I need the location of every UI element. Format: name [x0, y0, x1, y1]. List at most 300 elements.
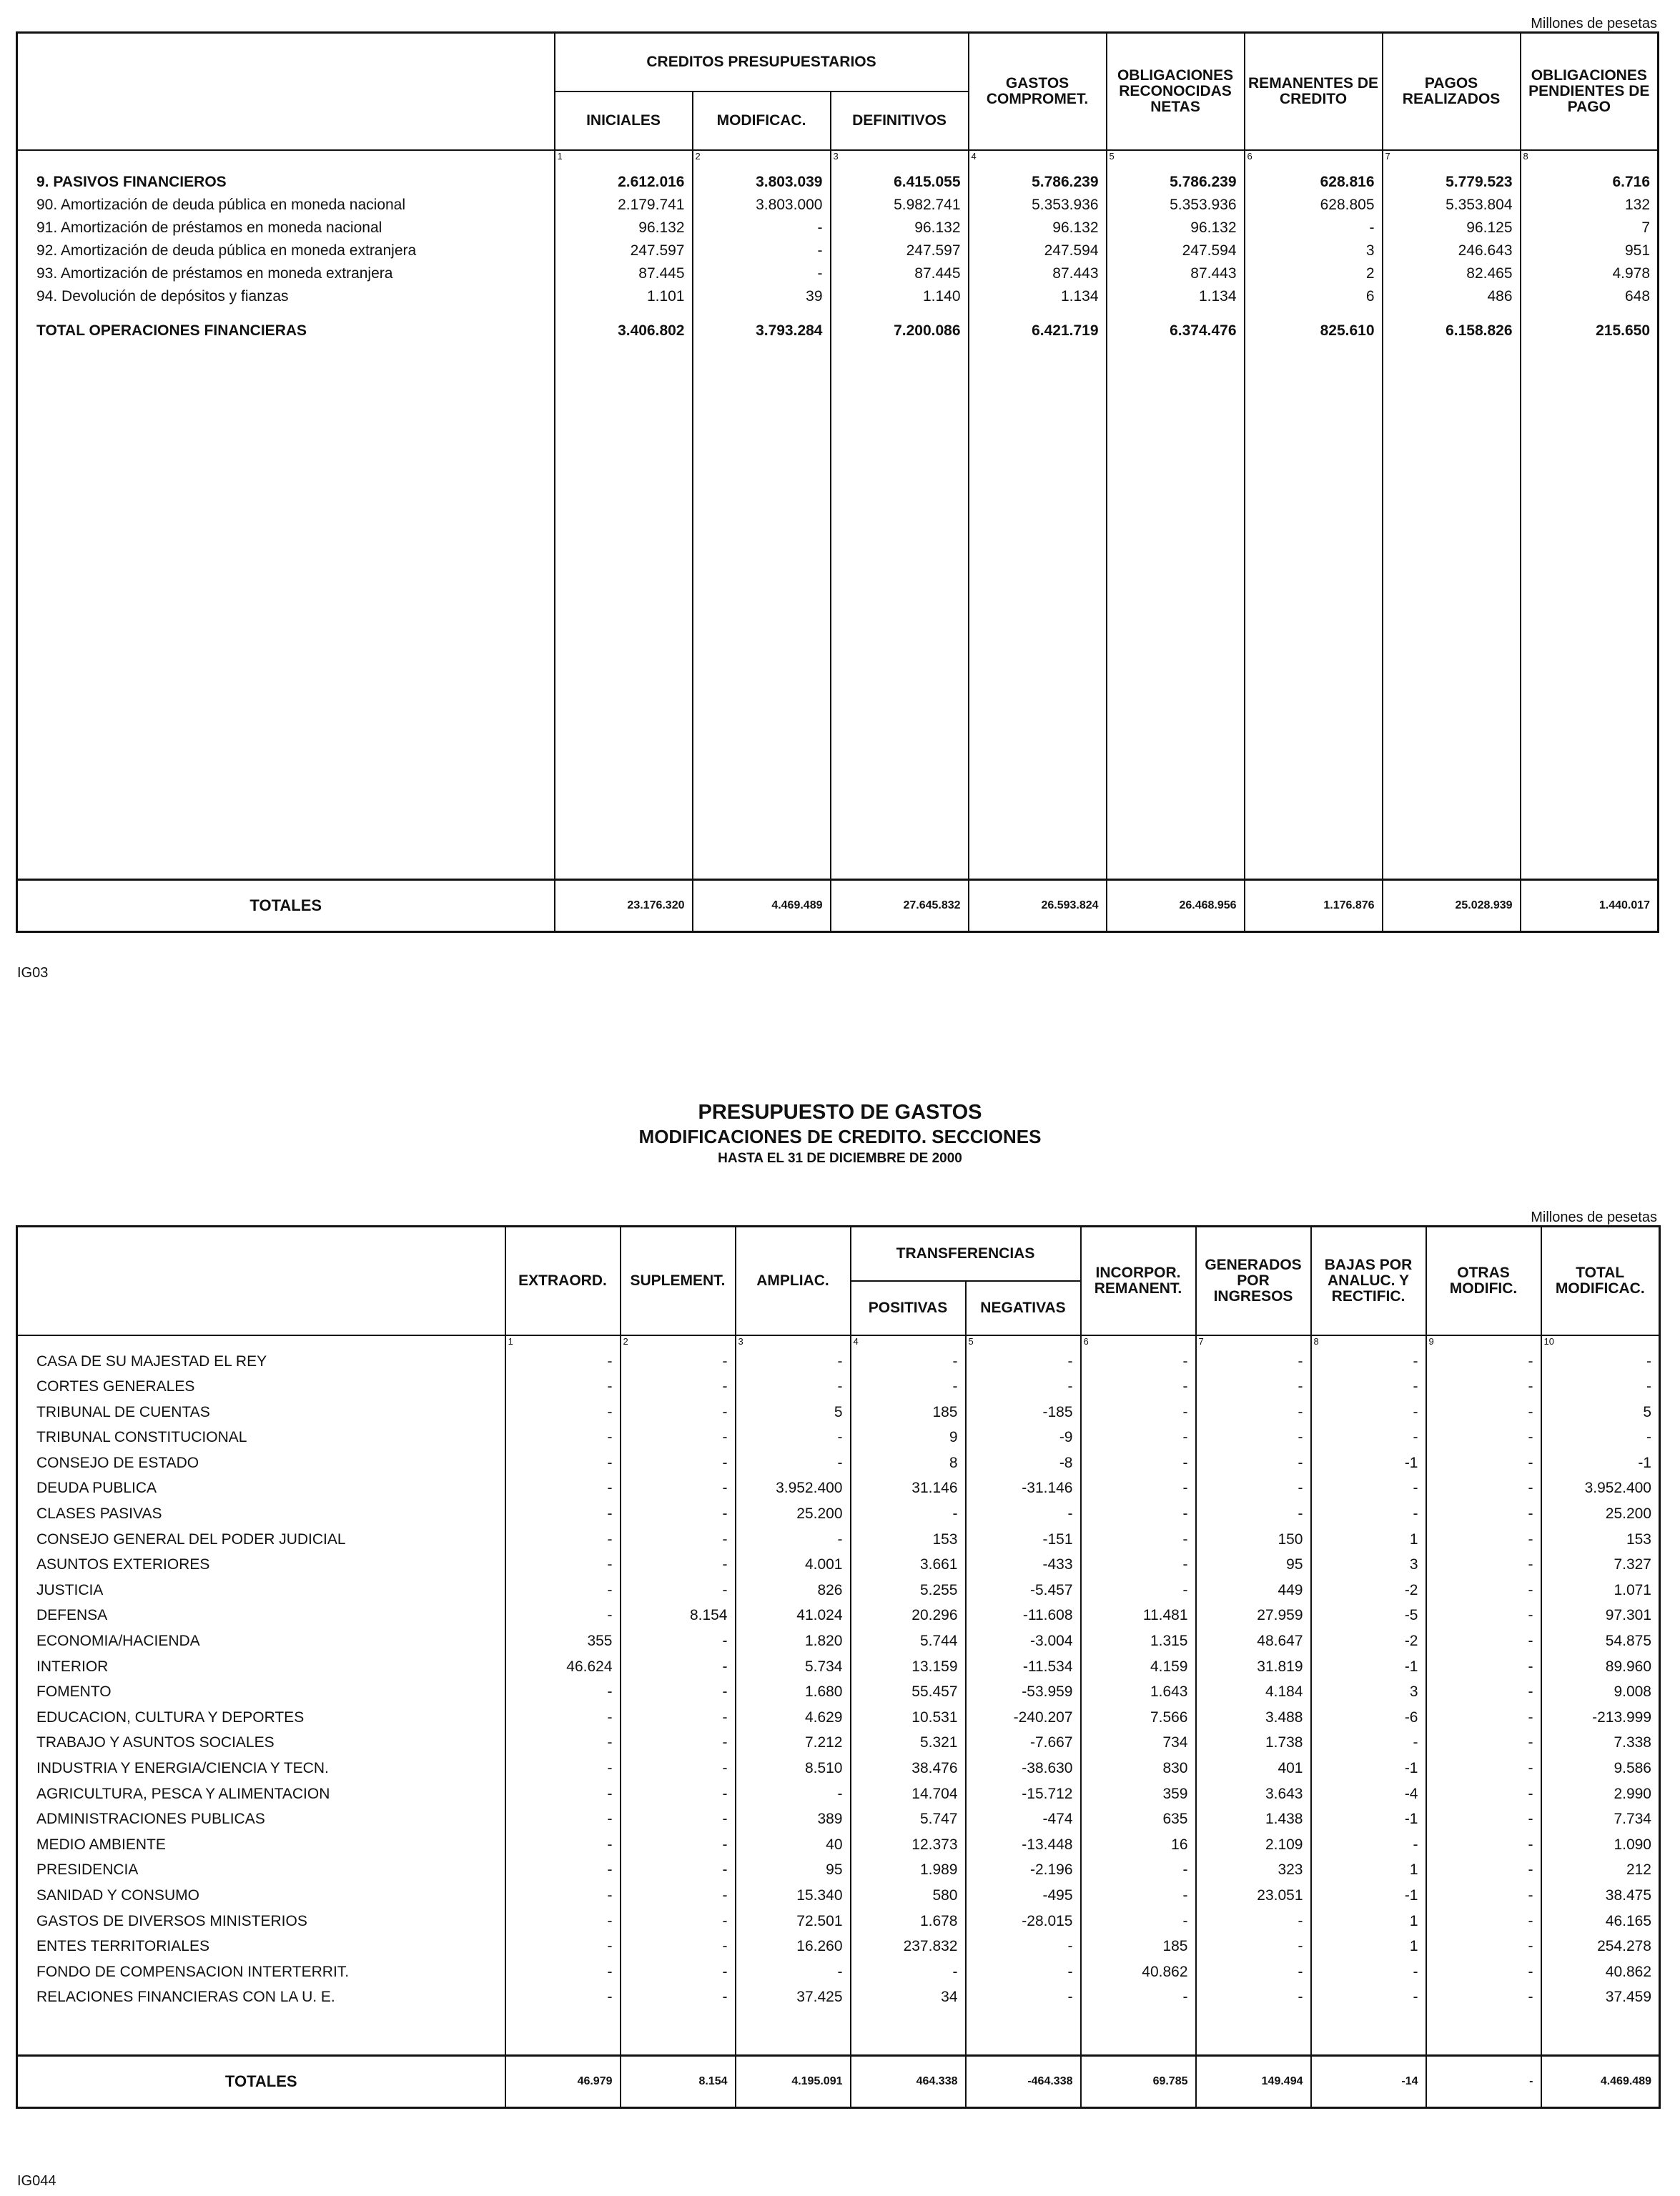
- col-number: 7: [1196, 1335, 1311, 1349]
- cell-value: -: [966, 1505, 1081, 1531]
- cell-value: -: [1426, 1556, 1541, 1582]
- cell-value: 150: [1196, 1531, 1311, 1557]
- cell-value: -: [1081, 1353, 1196, 1379]
- header-obligaciones-reconocidas: OBLIGACIONES RECONOCIDAS NETAS: [1107, 33, 1245, 150]
- section-row: [17, 1429, 1660, 1455]
- cell-value: 7.200.086: [831, 322, 969, 347]
- cell-value: 5.321: [851, 1734, 966, 1760]
- total-value: 149.494: [1196, 2056, 1311, 2108]
- cell-value: 14.704: [851, 1786, 966, 1811]
- spacer-cell: [1196, 2014, 1311, 2056]
- cell-value: 1.134: [1107, 288, 1245, 311]
- cell-value: 95: [736, 1861, 851, 1887]
- spacer-cell: [969, 164, 1107, 174]
- cell-value: -: [505, 1786, 621, 1811]
- header-ampliac: AMPLIAC.: [736, 1227, 851, 1335]
- header-pagos-realizados: PAGOS REALIZADOS: [1383, 33, 1521, 150]
- cell-value: -: [505, 1964, 621, 1989]
- spacer-cell: [1107, 311, 1245, 322]
- spacer-cell: [831, 347, 969, 880]
- cell-value: -: [505, 1734, 621, 1760]
- cell-value: -1: [1311, 1658, 1426, 1684]
- header-obligaciones-pendientes: OBLIGACIONES PENDIENTES DE PAGO: [1521, 33, 1659, 150]
- cell-value: -7.667: [966, 1734, 1081, 1760]
- cell-value: 5.255: [851, 1582, 966, 1608]
- cell-value: 5.786.239: [1107, 174, 1245, 197]
- total-value: 23.176.320: [555, 880, 693, 932]
- cell-value: -: [851, 1964, 966, 1989]
- cell-value: 3.803.039: [693, 174, 831, 197]
- cell-value: 1: [1311, 1861, 1426, 1887]
- cell-value: -: [1311, 1964, 1426, 1989]
- cell-value: -1: [1311, 1811, 1426, 1836]
- cell-value: 6.716: [1521, 174, 1659, 197]
- cell-value: -: [505, 1683, 621, 1709]
- cell-value: -11.608: [966, 1607, 1081, 1633]
- cell-value: -: [505, 1989, 621, 2014]
- cell-value: 212: [1541, 1861, 1660, 1887]
- spacer-cell: [831, 164, 969, 174]
- spacer-cell: [1521, 164, 1659, 174]
- cell-value: 23.051: [1196, 1887, 1311, 1913]
- row-label: CONSEJO GENERAL DEL PODER JUDICIAL: [17, 1531, 505, 1557]
- col-number: 8: [1311, 1335, 1426, 1349]
- credits-table: [16, 31, 1659, 933]
- cell-value: -: [1081, 1429, 1196, 1455]
- section-row: [17, 1811, 1660, 1836]
- cell-value: -: [1426, 1760, 1541, 1786]
- section-row: [17, 1633, 1660, 1658]
- cell-value: -: [1426, 1709, 1541, 1735]
- cell-value: -: [966, 1378, 1081, 1404]
- cell-value: -: [1311, 1429, 1426, 1455]
- header-positivas: POSITIVAS: [851, 1281, 966, 1335]
- cell-value: 4.184: [1196, 1683, 1311, 1709]
- cell-value: -: [621, 1938, 736, 1964]
- cell-value: -: [621, 1505, 736, 1531]
- cell-value: -: [1541, 1378, 1660, 1404]
- section-row: [17, 1455, 1660, 1480]
- cell-value: 38.475: [1541, 1887, 1660, 1913]
- cell-value: -: [1426, 1938, 1541, 1964]
- col-number: 7: [1383, 150, 1521, 164]
- cell-value: 5.744: [851, 1633, 966, 1658]
- total-value: 25.028.939: [1383, 880, 1521, 932]
- header-blank: [17, 1227, 505, 1335]
- cell-value: 39: [693, 288, 831, 311]
- cell-value: 185: [851, 1404, 966, 1430]
- cell-value: -: [1311, 1378, 1426, 1404]
- cell-value: 1.438: [1196, 1811, 1311, 1836]
- cell-value: -: [1081, 1455, 1196, 1480]
- cell-value: -: [621, 1582, 736, 1608]
- cell-value: -: [621, 1531, 736, 1557]
- cell-value: 486: [1383, 288, 1521, 311]
- cell-value: -2: [1311, 1582, 1426, 1608]
- cell-value: -433: [966, 1556, 1081, 1582]
- cell-value: -1: [1541, 1455, 1660, 1480]
- row-label: MEDIO AMBIENTE: [17, 1836, 505, 1862]
- cell-value: -: [621, 1786, 736, 1811]
- cell-value: 5.786.239: [969, 174, 1107, 197]
- cell-value: 6.374.476: [1107, 322, 1245, 347]
- header-transferencias: TRANSFERENCIAS: [851, 1227, 1081, 1281]
- spacer-cell: [17, 311, 555, 322]
- cell-value: -: [621, 1658, 736, 1684]
- row-label: ASUNTOS EXTERIORES: [17, 1556, 505, 1582]
- section-row: [17, 1683, 1660, 1709]
- cell-value: 3.488: [1196, 1709, 1311, 1735]
- row-label: 90. Amortización de deuda pública en moneda nacional: [17, 197, 555, 219]
- cell-value: -: [1311, 1836, 1426, 1862]
- detail-row: [17, 219, 1659, 242]
- cell-value: 34: [851, 1989, 966, 2014]
- cell-value: -: [736, 1455, 851, 1480]
- row-label: SANIDAD Y CONSUMO: [17, 1887, 505, 1913]
- cell-value: -: [1426, 1582, 1541, 1608]
- spacer-cell: [1245, 347, 1383, 880]
- chapter-row: [17, 174, 1659, 197]
- unit-label-table2: Millones de pesetas: [1531, 1210, 1657, 1225]
- cell-value: -: [1426, 1658, 1541, 1684]
- form-code-table2: IG044: [17, 2173, 56, 2189]
- spacer-cell: [1311, 2014, 1426, 2056]
- header-extraord: EXTRAORD.: [505, 1227, 621, 1335]
- cell-value: 96.132: [1107, 219, 1245, 242]
- cell-value: -: [1245, 219, 1383, 242]
- cell-value: 40.862: [1541, 1964, 1660, 1989]
- spacer-cell: [1541, 2014, 1660, 2056]
- cell-value: -: [966, 1353, 1081, 1379]
- cell-value: -: [1426, 1964, 1541, 1989]
- cell-value: -: [1426, 1913, 1541, 1939]
- col-number: 5: [1107, 150, 1245, 164]
- cell-value: 8.510: [736, 1760, 851, 1786]
- cell-value: 2.179.741: [555, 197, 693, 219]
- cell-value: 1.090: [1541, 1836, 1660, 1862]
- cell-value: -151: [966, 1531, 1081, 1557]
- cell-value: -: [1426, 1989, 1541, 2014]
- cell-value: 3.661: [851, 1556, 966, 1582]
- page-title: PRESUPUESTO DE GASTOS: [698, 1101, 982, 1124]
- cell-value: -31.146: [966, 1480, 1081, 1505]
- cell-value: -: [1196, 1378, 1311, 1404]
- cell-value: 323: [1196, 1861, 1311, 1887]
- cell-value: -: [1196, 1505, 1311, 1531]
- row-label: PRESIDENCIA: [17, 1861, 505, 1887]
- cell-value: -: [693, 219, 831, 242]
- header-definitivos: DEFINITIVOS: [831, 92, 969, 150]
- cell-value: -5.457: [966, 1582, 1081, 1608]
- cell-value: -: [1081, 1378, 1196, 1404]
- col-number: 4: [851, 1335, 966, 1349]
- cell-value: 401: [1196, 1760, 1311, 1786]
- cell-value: -: [505, 1531, 621, 1557]
- cell-value: 185: [1081, 1938, 1196, 1964]
- row-label: TRIBUNAL CONSTITUCIONAL: [17, 1429, 505, 1455]
- cell-value: -: [621, 1353, 736, 1379]
- cell-value: -: [505, 1378, 621, 1404]
- cell-value: 1: [1311, 1913, 1426, 1939]
- cell-value: 247.597: [831, 242, 969, 265]
- cell-value: 4.159: [1081, 1658, 1196, 1684]
- cell-value: 580: [851, 1887, 966, 1913]
- cell-value: -: [621, 1378, 736, 1404]
- cell-value: 1.101: [555, 288, 693, 311]
- cell-value: -15.712: [966, 1786, 1081, 1811]
- cell-value: 96.132: [831, 219, 969, 242]
- cell-value: 2.612.016: [555, 174, 693, 197]
- cell-value: -: [693, 242, 831, 265]
- detail-row: [17, 265, 1659, 288]
- cell-value: 826: [736, 1582, 851, 1608]
- cell-value: 6.421.719: [969, 322, 1107, 347]
- detail-row: [17, 242, 1659, 265]
- cell-value: 4.978: [1521, 265, 1659, 288]
- cell-value: 951: [1521, 242, 1659, 265]
- cell-value: -: [1541, 1429, 1660, 1455]
- row-label: 91. Amortización de préstamos en moneda nacional: [17, 219, 555, 242]
- spacer-cell: [693, 164, 831, 174]
- cell-value: -: [1426, 1607, 1541, 1633]
- cell-value: -: [1081, 1556, 1196, 1582]
- cell-value: 97.301: [1541, 1607, 1660, 1633]
- cell-value: 7: [1521, 219, 1659, 242]
- cell-value: -: [505, 1455, 621, 1480]
- row-label: DEUDA PUBLICA: [17, 1480, 505, 1505]
- row-label: EDUCACION, CULTURA Y DEPORTES: [17, 1709, 505, 1735]
- col-number: 9: [1426, 1335, 1541, 1349]
- cell-value: -: [505, 1709, 621, 1735]
- total-value: 4.469.489: [1541, 2056, 1660, 2108]
- header-generados-ingresos: GENERADOS POR INGRESOS: [1196, 1227, 1311, 1335]
- header-incorpor-remanent: INCORPOR. REMANENT.: [1081, 1227, 1196, 1335]
- cell-value: -: [1081, 1404, 1196, 1430]
- spacer-cell: [851, 2014, 966, 2056]
- totals-row: [17, 880, 1659, 932]
- cell-value: 55.457: [851, 1683, 966, 1709]
- cell-value: -: [1196, 1480, 1311, 1505]
- cell-value: 20.296: [851, 1607, 966, 1633]
- cell-value: -: [1426, 1811, 1541, 1836]
- cell-value: 96.132: [969, 219, 1107, 242]
- cell-value: -: [621, 1887, 736, 1913]
- cell-value: -: [1426, 1887, 1541, 1913]
- cell-value: -6: [1311, 1709, 1426, 1735]
- cell-value: 3: [1311, 1556, 1426, 1582]
- column-number-row: [17, 1335, 1660, 1349]
- cell-value: 7.338: [1541, 1734, 1660, 1760]
- spacer-cell: [1383, 311, 1521, 322]
- cell-value: 3.793.284: [693, 322, 831, 347]
- cell-value: -: [1426, 1683, 1541, 1709]
- spacer-cell: [966, 2014, 1081, 2056]
- header-otras-modific: OTRAS MODIFIC.: [1426, 1227, 1541, 1335]
- cell-value: -: [1196, 1353, 1311, 1379]
- cell-value: -: [1311, 1989, 1426, 2014]
- cell-value: -8: [966, 1455, 1081, 1480]
- total-value: 464.338: [851, 2056, 966, 2108]
- col-number: 6: [1245, 150, 1383, 164]
- header-creditos-presupuestarios: CREDITOS PRESUPUESTARIOS: [555, 33, 969, 92]
- spacer-cell: [1521, 311, 1659, 322]
- total-value: 26.593.824: [969, 880, 1107, 932]
- cell-value: 7.566: [1081, 1709, 1196, 1735]
- spacer-cell: [831, 311, 969, 322]
- table1-body: [17, 164, 1659, 880]
- cell-value: 25.200: [736, 1505, 851, 1531]
- cell-value: -: [1196, 1404, 1311, 1430]
- cell-value: 37.425: [736, 1989, 851, 2014]
- total-value: 1.176.876: [1245, 880, 1383, 932]
- row-label: CASA DE SU MAJESTAD EL REY: [17, 1353, 505, 1379]
- cell-value: -: [1426, 1455, 1541, 1480]
- spacer-cell: [621, 2014, 736, 2056]
- cell-value: 1.315: [1081, 1633, 1196, 1658]
- cell-value: -: [1081, 1531, 1196, 1557]
- total-value: 4.469.489: [693, 880, 831, 932]
- header-suplement: SUPLEMENT.: [621, 1227, 736, 1335]
- section-row: [17, 1734, 1660, 1760]
- row-label: CLASES PASIVAS: [17, 1505, 505, 1531]
- cell-value: 11.481: [1081, 1607, 1196, 1633]
- page-date: HASTA EL 31 DE DICIEMBRE DE 2000: [718, 1151, 962, 1166]
- cell-value: -: [621, 1633, 736, 1658]
- spacer-cell: [1426, 2014, 1541, 2056]
- cell-value: -2.196: [966, 1861, 1081, 1887]
- cell-value: -: [621, 1964, 736, 1989]
- cell-value: -: [505, 1556, 621, 1582]
- spacer-cell: [555, 347, 693, 880]
- section-row: [17, 1658, 1660, 1684]
- spacer-cell: [1107, 164, 1245, 174]
- cell-value: 237.832: [851, 1938, 966, 1964]
- cell-value: 648: [1521, 288, 1659, 311]
- cell-value: 1.071: [1541, 1582, 1660, 1608]
- section-row: [17, 1836, 1660, 1862]
- cell-value: 13.159: [851, 1658, 966, 1684]
- cell-value: -53.959: [966, 1683, 1081, 1709]
- cell-value: -: [736, 1786, 851, 1811]
- totals-label: TOTALES: [17, 2056, 505, 2108]
- cell-value: 38.476: [851, 1760, 966, 1786]
- section-row: [17, 1531, 1660, 1557]
- section-row: [17, 1760, 1660, 1786]
- cell-value: -: [1426, 1505, 1541, 1531]
- col-number: 6: [1081, 1335, 1196, 1349]
- cell-value: 54.875: [1541, 1633, 1660, 1658]
- cell-value: 46.624: [505, 1658, 621, 1684]
- spacer-cell: [1521, 347, 1659, 880]
- cell-value: -: [621, 1760, 736, 1786]
- cell-value: 37.459: [1541, 1989, 1660, 2014]
- cell-value: 5: [1541, 1404, 1660, 1430]
- spacer-cell: [505, 2014, 621, 2056]
- cell-value: -: [736, 1964, 851, 1989]
- cell-value: 89.960: [1541, 1658, 1660, 1684]
- spacer-row: [17, 164, 1659, 174]
- cell-value: -: [1081, 1913, 1196, 1939]
- cell-value: 5.779.523: [1383, 174, 1521, 197]
- cell-value: -: [505, 1861, 621, 1887]
- cell-value: -: [1196, 1455, 1311, 1480]
- cell-value: -240.207: [966, 1709, 1081, 1735]
- cell-value: 3: [1311, 1683, 1426, 1709]
- spacer-cell: [17, 164, 555, 174]
- cell-value: -213.999: [1541, 1709, 1660, 1735]
- cell-value: 1.989: [851, 1861, 966, 1887]
- cell-value: 3.643: [1196, 1786, 1311, 1811]
- cell-value: 6.415.055: [831, 174, 969, 197]
- section-row: [17, 1709, 1660, 1735]
- cell-value: 40: [736, 1836, 851, 1862]
- total-value: 46.979: [505, 2056, 621, 2108]
- header-iniciales: INICIALES: [555, 92, 693, 150]
- cell-value: 1.643: [1081, 1683, 1196, 1709]
- row-label: RELACIONES FINANCIERAS CON LA U. E.: [17, 1989, 505, 2014]
- section-row: [17, 1861, 1660, 1887]
- cell-value: -: [1426, 1353, 1541, 1379]
- cell-value: 449: [1196, 1582, 1311, 1608]
- empty-area: [17, 347, 1659, 880]
- cell-value: 2.990: [1541, 1786, 1660, 1811]
- cell-value: 8.154: [621, 1607, 736, 1633]
- cell-value: 87.443: [969, 265, 1107, 288]
- col-number: 3: [831, 150, 969, 164]
- cell-value: -: [621, 1861, 736, 1887]
- row-label: DEFENSA: [17, 1607, 505, 1633]
- cell-value: -: [621, 1836, 736, 1862]
- row-label: INDUSTRIA Y ENERGIA/CIENCIA Y TECN.: [17, 1760, 505, 1786]
- cell-value: 5.353.936: [969, 197, 1107, 219]
- cell-value: 3: [1245, 242, 1383, 265]
- cell-value: 4.001: [736, 1556, 851, 1582]
- spacer-cell: [1245, 164, 1383, 174]
- header-negativas: NEGATIVAS: [966, 1281, 1081, 1335]
- spacer-cell: [1107, 347, 1245, 880]
- section-row: [17, 1505, 1660, 1531]
- col-number: 2: [621, 1335, 736, 1349]
- cell-value: 87.445: [831, 265, 969, 288]
- spacer-cell: [555, 311, 693, 322]
- spacer-row: [17, 311, 1659, 322]
- section-row: [17, 1887, 1660, 1913]
- cell-value: 16.260: [736, 1938, 851, 1964]
- section-row: [17, 1607, 1660, 1633]
- section-row: [17, 1353, 1660, 1379]
- cell-value: -: [1311, 1480, 1426, 1505]
- spacer-cell: [693, 311, 831, 322]
- section-row: [17, 1480, 1660, 1505]
- cell-value: -11.534: [966, 1658, 1081, 1684]
- cell-value: -: [1426, 1480, 1541, 1505]
- cell-value: 10.531: [851, 1709, 966, 1735]
- section-row: [17, 1989, 1660, 2014]
- cell-value: -: [1426, 1531, 1541, 1557]
- row-label: ECONOMIA/HACIENDA: [17, 1633, 505, 1658]
- cell-value: 5.353.804: [1383, 197, 1521, 219]
- cell-value: -2: [1311, 1633, 1426, 1658]
- cell-value: 153: [851, 1531, 966, 1557]
- header-modificac: MODIFICAC.: [693, 92, 831, 150]
- cell-value: -: [1426, 1734, 1541, 1760]
- cell-value: 7.327: [1541, 1556, 1660, 1582]
- cell-value: -: [1081, 1505, 1196, 1531]
- cell-value: 5: [736, 1404, 851, 1430]
- cell-value: -: [851, 1353, 966, 1379]
- cell-value: 7.734: [1541, 1811, 1660, 1836]
- col-number: 2: [693, 150, 831, 164]
